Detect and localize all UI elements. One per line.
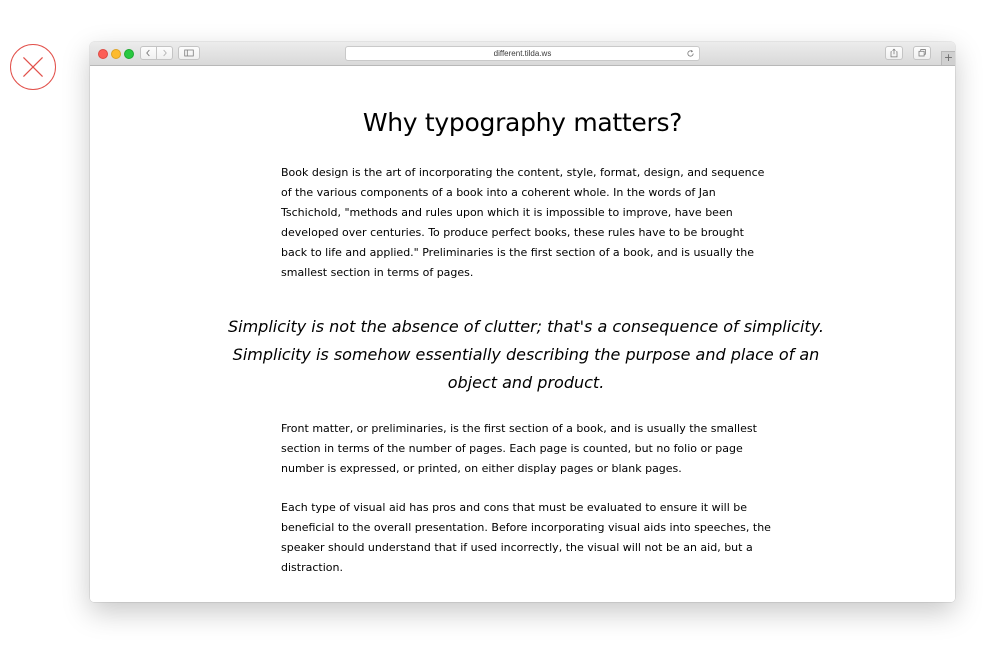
share-button[interactable]: [885, 46, 903, 60]
share-icon: [886, 47, 902, 59]
sidebar-icon: [179, 47, 199, 59]
page-content: [90, 66, 955, 602]
address-bar[interactable]: [345, 46, 700, 61]
page-title: Why typography matters?: [362, 108, 683, 137]
tabs-overview-button[interactable]: [913, 46, 931, 60]
chevron-right-icon: [157, 47, 172, 59]
url-text: different.tilda.ws: [493, 49, 552, 58]
chevron-left-icon: [141, 47, 156, 59]
close-x-icon[interactable]: [10, 44, 56, 90]
minimize-window-button[interactable]: [111, 49, 121, 59]
tabs-overview-icon: [914, 47, 930, 59]
back-button[interactable]: [140, 46, 157, 60]
close-x-glyph: [11, 45, 55, 89]
browser-toolbar: [90, 42, 955, 66]
forward-button[interactable]: [156, 46, 173, 60]
pull-quote: Simplicity is not the absence of clutter; that's a consequence of simplicity. Simplicity is somehow essentially describing the purpose and place of an object and product.: [227, 317, 824, 392]
body-paragraph-front-matter: Front matter, or preliminaries, is the first section of a book, and is usually the smallest section in terms of the number of pages. Each page is counted, but no folio or page number is expressed, or printed, on either display pages or blank pages.: [281, 422, 757, 475]
body-paragraph-visual-aids: Each type of visual aid has pros and cons that must be evaluated to ensure it will be beneficial to the overall presentation. Before incorporating visual aids into speeches, the speaker should understand that if used incorrectly, the visual will not be an aid, but a distraction.: [281, 501, 771, 574]
intro-paragraph: Book design is the art of incorporating the content, style, format, design, and sequence of the various components of a book into a coherent whole. In the words of Jan Tschichold, "methods and rules upon which it is impossible to improve, have been developed over centuries. To produce perfect books, these rules have to be brought back to life and applied." Preliminaries is the first section of a book, and is usually the smallest section in terms of pages.: [281, 166, 765, 279]
sidebar-button[interactable]: [178, 46, 200, 60]
browser-window: [90, 42, 955, 602]
new-tab-button[interactable]: +: [941, 51, 955, 65]
zoom-window-button[interactable]: [124, 49, 134, 59]
reload-icon[interactable]: [686, 49, 695, 58]
close-window-button[interactable]: [98, 49, 108, 59]
